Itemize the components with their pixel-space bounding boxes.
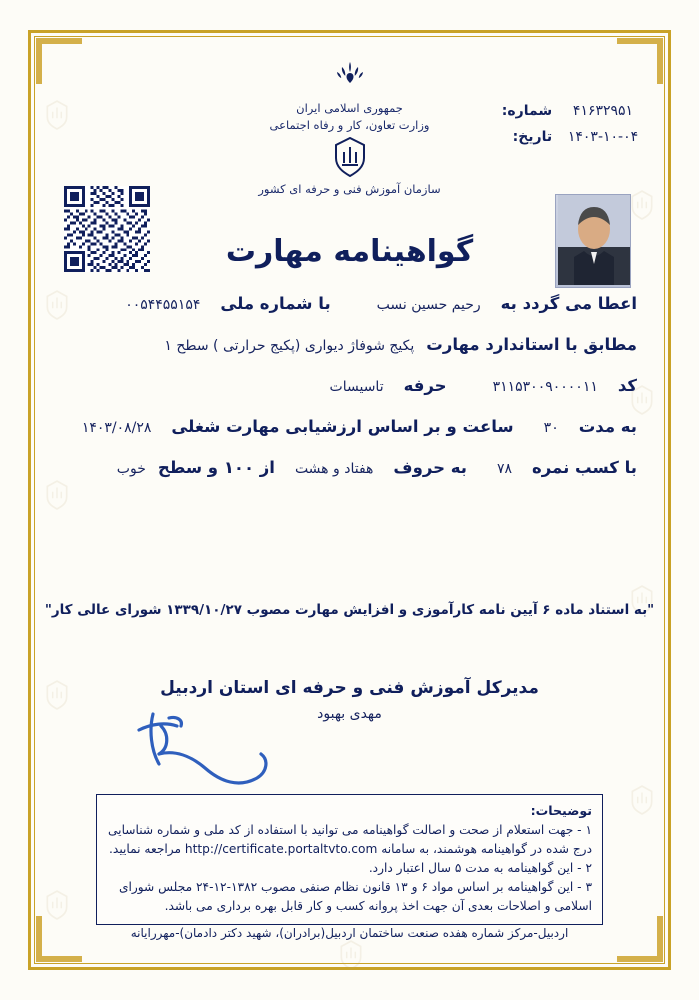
- granted-to-label: اعطا می گردد به: [500, 294, 637, 313]
- signatory-name: مهدی بهبود: [317, 706, 382, 722]
- footer-address: اردبیل-مرکز شماره هفده صنعت ساختمان اردبیل(برادران)، شهید دکتر دادمان)-مهررایانه: [130, 926, 569, 940]
- note-item-2: ۲ - این گواهینامه به مدت ۵ سال اعتبار دارد.: [368, 861, 592, 875]
- date-row: [502, 124, 649, 150]
- code-value: ۳۱۱۵۳۰۰۹۰۰۰۰۱۱: [492, 379, 598, 395]
- standard-value: پکیج شوفاژ دیواری (پکیج حرارتی ) سطح ۱: [164, 338, 415, 354]
- note-item-1: ۱ - جهت استعلام از صحت و اصالت گواهینامه می توانید با استفاده از کد ملی و شماره شناسایی درج شده در گواهینامه هوشمند، به سامانه http://certificate.portaltvto.com مراجعه نمایید.: [108, 823, 592, 856]
- date-label: تاریخ:: [512, 129, 553, 145]
- row-code-profession: [44, 376, 655, 395]
- standard-label: مطابق با استاندارد مهارت: [426, 335, 637, 354]
- iran-emblem-icon: [330, 60, 370, 94]
- score-words-label: به حروف: [393, 458, 467, 477]
- duration-label: به مدت: [578, 417, 637, 436]
- note-item-3: ۳ - این گواهینامه بر اساس مواد ۶ و ۱۳ قانون نظام صنفی مصوب ۱۳۸۲-۱۲-۲۴ مجلس شورای اسلامی و اصلاحات بعدی آن جهت اخذ پروانه کسب و کار قابل بهره برداری می باشد.: [118, 880, 592, 913]
- certificate-meta: [502, 98, 649, 150]
- notes-title: توضیحات:: [530, 803, 592, 818]
- row-score: [44, 458, 655, 477]
- national-id-label: با شماره ملی: [220, 294, 331, 313]
- organization-logo-icon: [333, 137, 367, 177]
- score-words-value: هفتاد و هشت: [294, 461, 374, 477]
- legal-reference-note: "به استناد ماده ۶ آیین نامه کارآموزی و افزایش مهارت مصوب ۱۳۳۹/۱۰/۲۷ شورای عالی کار": [44, 602, 655, 618]
- national-id-value: ۰۰۵۴۴۵۵۱۵۴: [125, 297, 201, 313]
- level-value: خوب: [116, 461, 146, 477]
- certificate-fields: [44, 294, 655, 499]
- row-granted-to: [44, 294, 655, 313]
- notes-box: [96, 794, 603, 925]
- country-line: جمهوری اسلامی ایران: [296, 101, 403, 115]
- profession-label: حرفه: [403, 376, 447, 395]
- assessment-date: ۱۴۰۳/۰۸/۲۸: [81, 420, 152, 436]
- signatory-title: مدیرکل آموزش فنی و حرفه ای استان اردبیل: [160, 678, 539, 698]
- date-value: ۱۴۰۳-۱۰-۰۴: [567, 129, 639, 145]
- profession-value: تاسیسات: [329, 379, 384, 395]
- page-title: گواهینامه مهارت: [225, 234, 474, 269]
- score-label: با کسب نمره: [532, 458, 637, 477]
- score-value: ۷۸: [496, 461, 512, 477]
- organization-line: سازمان آموزش فنی و حرفه ای کشور: [258, 182, 441, 196]
- serial-label: شماره:: [501, 103, 553, 119]
- duration-value: ۳۰: [543, 420, 559, 436]
- row-duration: [44, 417, 655, 436]
- granted-to-value: رحیم حسین نسب: [376, 297, 481, 313]
- ministry-line: وزارت تعاون، کار و رفاه اجتماعی: [269, 118, 430, 132]
- serial-value: ۴۱۶۳۲۹۵۱: [572, 103, 634, 119]
- code-label: کد: [617, 376, 637, 395]
- certificate-content: [44, 46, 655, 954]
- row-standard: [44, 335, 655, 354]
- out-of-label: از ۱۰۰ و سطح: [157, 458, 275, 477]
- serial-row: [502, 98, 649, 124]
- assessment-label: ساعت و بر اساس ارزشیابی مهارت شغلی: [171, 417, 514, 436]
